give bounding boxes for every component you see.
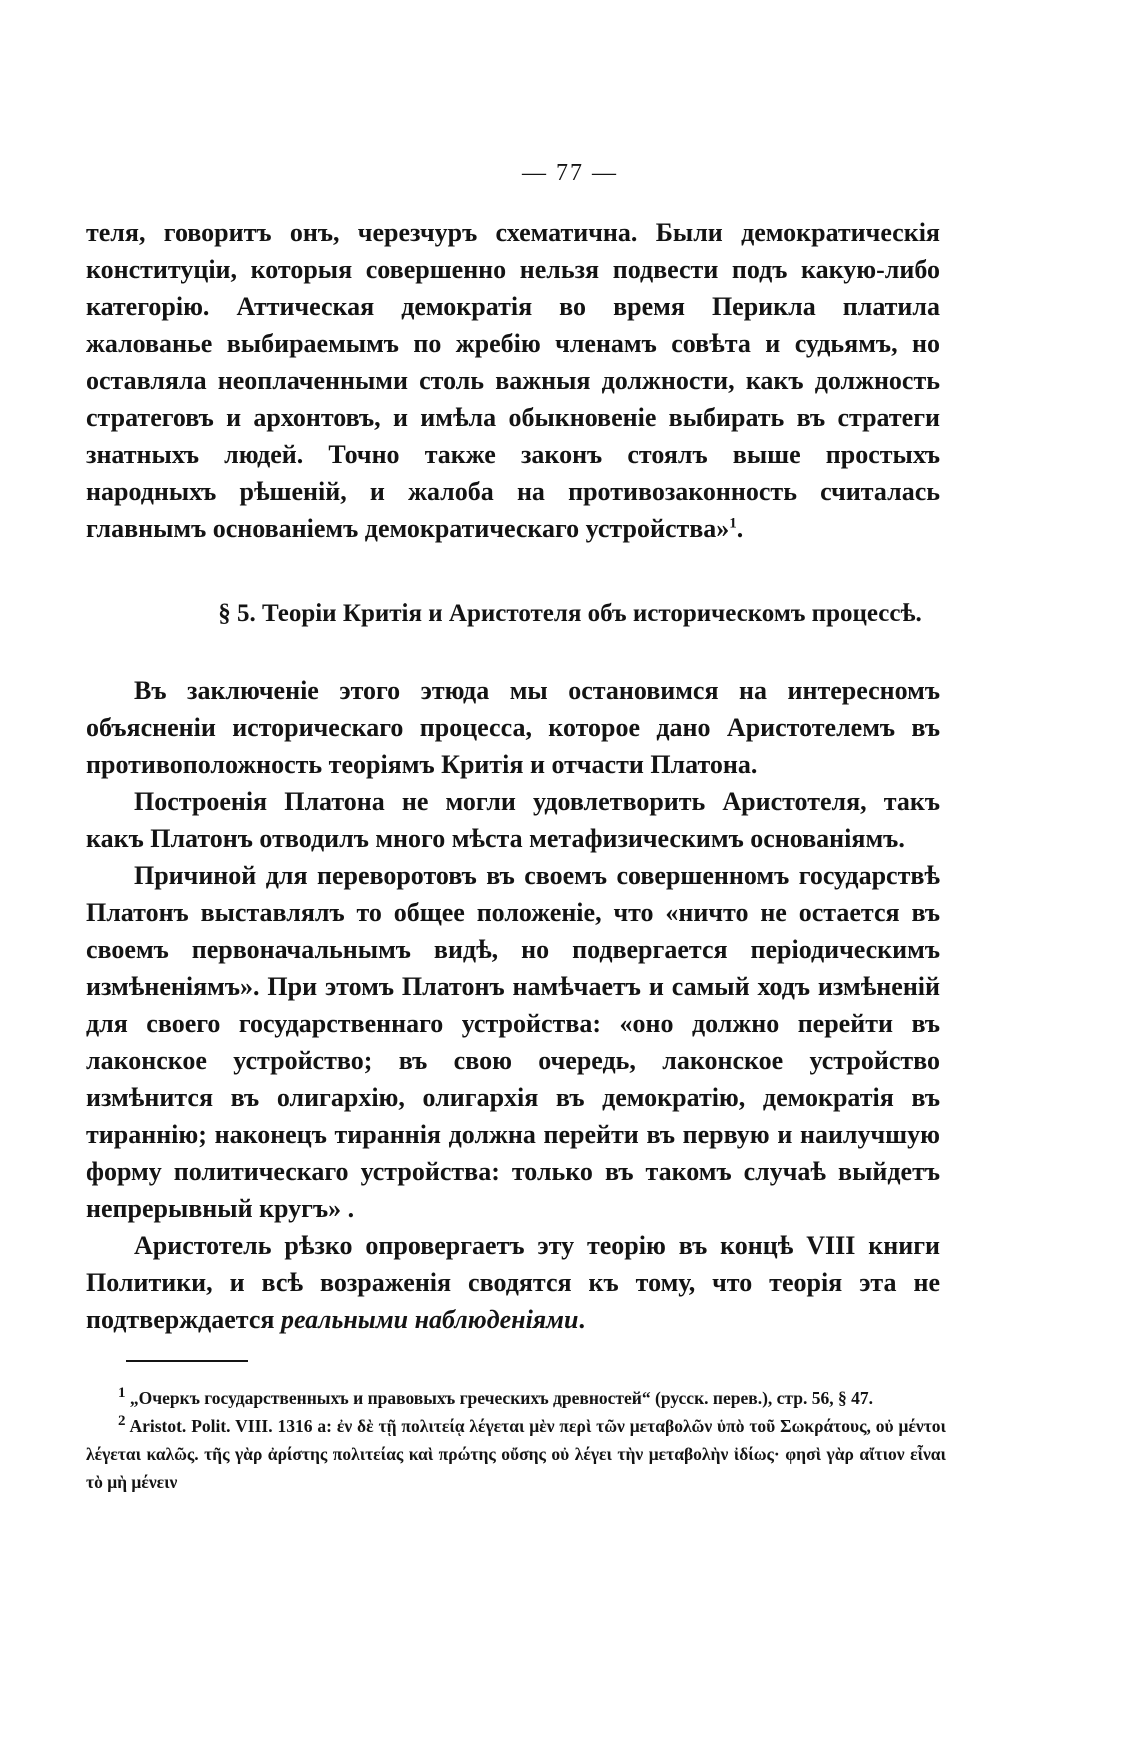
last-paragraph <box>86 1227 940 1338</box>
top-paragraph-block <box>86 214 940 547</box>
top-paragraph-end: . <box>736 514 744 543</box>
page-number: — 77 — <box>522 160 618 186</box>
footnote-2 <box>86 1412 946 1496</box>
italic-phrase: реальными наблюденіями <box>280 1305 579 1334</box>
footnotes <box>86 1384 946 1496</box>
footnote-divider <box>126 1360 248 1362</box>
footnote-mark: 2 <box>118 1413 126 1430</box>
main-text-block <box>86 672 940 1338</box>
paragraph: Причиной для переворотовъ въ своемъ совершенномъ государствѣ Платонъ выставлялъ то общее положеніе, что «ничто не остается въ своемъ первоначальнымъ видѣ, но подвергается періодическимъ измѣненіямъ». При этомъ Платонъ намѣчаетъ и самый ходъ измѣненій для своего государственнаго устройства: «оно должно перейти въ лаконское устройство; въ свою очередь, лаконское устройство измѣнится въ олигархію, олигархія въ демократію, демократія въ тираннію; наконецъ тираннія должна перейти въ первую и наилучшую форму политическаго устройства: только въ такомъ случаѣ выйдетъ непрерывный кругъ» . <box>86 861 940 1223</box>
top-paragraph <box>86 214 940 547</box>
last-paragraph-end: . <box>578 1305 585 1334</box>
footnote-text: Aristot. Polit. VIII. 1316 a: ἐν δὲ τῇ πολιτείᾳ λέγεται μὲν περὶ τῶν μεταβολῶν ὑπὸ τοῦ Σωκράτους, οὐ μέντοι λέγεται καλῶς. τῆς γὰρ ἀρίστης πολιτείας καὶ πρώτης οὔσης οὐ λέγει τὴν μεταβολὴν ἰδίως· φησὶ γὰρ αἴτιον εἶναι τὸ μὴ μένειν <box>86 1416 946 1492</box>
paragraph: Построенія Платона не могли удовлетворить Аристотеля, такъ какъ Платонъ отводилъ много мѣста метафизическимъ основаніямъ. <box>86 787 940 853</box>
footnote-ref-1[interactable]: 1 <box>729 515 737 532</box>
section-heading: § 5. Теоріи Критія и Аристотеля объ историческомъ процессѣ. <box>218 600 922 627</box>
footnote-1 <box>86 1384 946 1412</box>
paragraph: Въ заключеніе этого этюда мы остановимся на интересномъ объясненіи историческаго процесса, которое дано Аристотелемъ въ противоположность теоріямъ Критія и отчасти Платона. <box>86 676 940 779</box>
footnote-mark: 1 <box>118 1385 126 1402</box>
top-paragraph-text: теля, говоритъ онъ, черезчуръ схематична. Были демократическія конституціи, которыя совершенно нельзя подвести подъ какую-либо категорію. Аттическая демократія во время Перикла платила жалованье выбираемымъ по жребію членамъ совѣта и судьямъ, но оставляла неоплаченными столь важныя должности, какъ должность стратеговъ и архонтовъ, и имѣла обыкновеніе выбирать въ стратеги знатныхъ людей. Точно также законъ стоялъ выше простыхъ народныхъ рѣшеній, и жалоба на противозаконность считалась главнымъ основаніемъ демократическаго устройства» <box>86 218 940 543</box>
footnote-text: „Очеркъ государственныхъ и правовыхъ греческихъ древностей“ (русск. перев.), стр. 56, § 47. <box>129 1388 873 1408</box>
last-paragraph-text: Аристотель рѣзко опровергаетъ эту теорію въ концѣ VIII книги Политики, и всѣ возраженія сводятся къ тому, что теорія эта не подтверждается <box>86 1231 940 1334</box>
